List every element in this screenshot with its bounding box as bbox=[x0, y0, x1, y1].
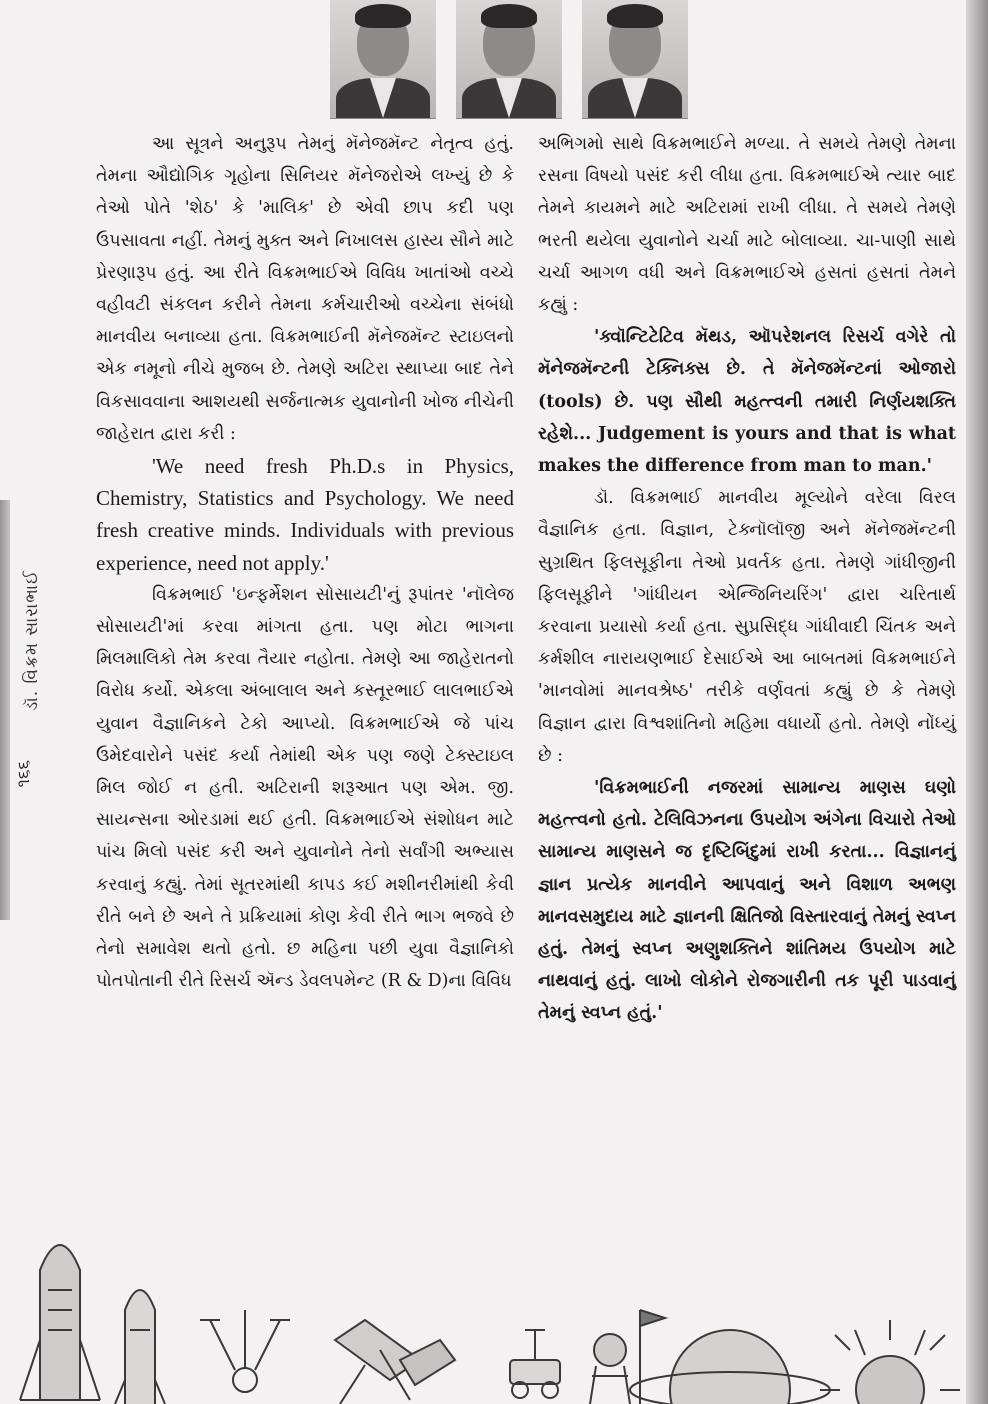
space-shuttle-icon bbox=[20, 1245, 100, 1400]
space-illustration-border bbox=[0, 1200, 988, 1404]
right-quote-1: 'ક્વૉન્ટિટેટિવ મૅથડ, ઑપરેશનલ રિસર્ચ વગેરે તો મૅનેજમૅન્ટની ટેક્નિક્સ છે. તે મૅનેજમૅન્ટનાં ઓજારો (tools) છે. પણ સૌથી મહત્ત્વની તમારી નિર્ણયશક્તિ રહેશે... Judgement is yours and that is what makes the difference from man to man.' bbox=[538, 327, 956, 477]
right-paragraph-3: ડૉ. વિક્રમભાઈ માનવીય મૂલ્યોને વરેલા વિરલ વૈજ્ઞાનિક હતા. વિજ્ઞાન, ટેક્નૉલૉજી અને મૅનેજમૅન્ટની સુગ્રથિત ફિલસૂફીના તેઓ પ્રવર્તક હતા. તેમણે ગાંધીજીની ફિલસૂફીને 'ગાંધીયન એન્જિનિયરિંગ' દ્વારા ચરિતાર્થ કરવાના પ્રયાસો કર્યા હતા. સુપ્રસિદ્ધ ગાંધીવાદી ચિંતક અને કર્મશીલ નારાયણભાઈ દેસાઈએ આ બાબતમાં વિક્રમભાઈને 'માનવોમાં માનવશ્રેષ્ઠ' તરીકે વર્ણવતાં કહ્યું છે કે તેમણે વિજ્ઞાન દ્વારા વિશ્વશાંતિનો મહિમા વધાર્યો હતો. તેમણે નોંધ્યું છે : bbox=[538, 488, 956, 766]
right-column bbox=[538, 128, 956, 1030]
running-title: ડૉ. વિક્રમ સારાભાઈ bbox=[22, 569, 42, 711]
page-edge-shadow bbox=[966, 0, 988, 1404]
page-number: ૧૬૬ bbox=[14, 760, 34, 788]
probe-icon bbox=[200, 1310, 290, 1392]
rover-icon bbox=[510, 1330, 560, 1398]
side-decoration bbox=[0, 500, 10, 920]
right-quote-2: 'વિક્રમભાઈની નજરમાં સામાન્ય માણસ ઘણો મહત્ત્વનો હતો. ટેલિવિઝનના ઉપયોગ અંગેના વિચારો તેઓ સામાન્ય માણસને જ દૃષ્ટિબિંદુમાં રાખી કરતા... વિજ્ઞાનનું જ્ઞાન પ્રત્યેક માનવીને આપવાનું અને વિશાળ અભણ માનવસમુદાય માટે જ્ઞાનની ક્ષિતિજો વિસ્તારવાનું તેમનું સ્વપ્ન હતું. તેમનું સ્વપ્ન અણુશક્તિને શાંતિમય ઉપયોગ માટે નાથવાનું હતું. લાખો લોકોને રોજગારીની તક પૂરી પાડવાનું તેમનું સ્વપ્ન હતું.' bbox=[538, 778, 956, 1024]
astronaut-icon bbox=[590, 1310, 665, 1404]
right-paragraph-1: અભિગમો સાથે વિક્રમભાઈને મળ્યા. તે સમયે તેમણે તેમના રસના વિષયો પસંદ કરી લીધા હતા. વિક્રમભાઈએ ત્યાર બાદ તેમને કાયમને માટે અટિરામાં રાખી લીધા. તે સમયે તેમણે ભરતી થયેલા યુવાનોને ચર્ચા માટે બોલાવ્યા. ચા-પાણી સાથે ચર્ચા આગળ વધી અને વિક્રમભાઈએ હસતાં હસતાં તેમને કહ્યું : bbox=[538, 134, 956, 316]
left-column bbox=[96, 128, 514, 997]
portrait-photo-2 bbox=[456, 0, 562, 119]
left-paragraph-3: વિક્રમભાઈ 'ઇન્ફર્મેશન સોસાયટી'નું રૂપાંતર 'નૉલેજ સોસાયટી'માં કરવા માંગતા હતા. પણ મોટા ભાગના મિલમાલિકો તેમ કરવા તૈયાર નહોતા. તેમણે આ જાહેરાતનો વિરોધ કર્યો. એકલા અંબાલાલ અને કસ્તૂરભાઈ લાલભાઈએ યુવાન વૈજ્ઞાનિકને ટેકો આપ્યો. વિક્રમભાઈએ જે પાંચ ઉમેદવારોને પસંદ કર્યા તેમાંથી એક પણ જણે ટેક્સ્ટાઇલ મિલ જોઈ ન હતી. અટિરાની શરૂઆત પણ એમ. જી. સાયન્સના ઓરડામાં થઈ હતી. વિક્રમભાઈએ સંશોધન માટે પાંચ મિલો પસંદ કરી અને યુવાનોને તેનો સર્વાંગી અભ્યાસ કરવાનું કહ્યું. તેમાં સૂતરમાંથી કાપડ કઈ મશીનરીમાંથી કેવી રીતે બને છે અને તે પ્રક્રિયામાં કોણ કેવી રીતે ભાગ ભજવે છે તેનો સમાવેશ થતો હતો. છ મહિના પછી યુવા વૈજ્ઞાનિકો પોતપોતાની રીતે રિસર્ચ ઍન્ડ ડેવલપમેન્ટ (R & D)ના વિવિધ bbox=[96, 584, 514, 992]
rocket-icon bbox=[115, 1290, 165, 1404]
portrait-photo-1 bbox=[330, 0, 436, 119]
left-quote-english: 'We need fresh Ph.D.s in Physics, Chemistry, Statistics and Psychology. We need fresh creative minds. Individuals with previous experience, need not apply.' bbox=[96, 454, 514, 575]
planet-icon bbox=[630, 1330, 830, 1404]
satellite-icon bbox=[335, 1320, 455, 1404]
left-paragraph-1: આ સૂત્રને અનુરૂપ તેમનું મૅનેજમૅન્ટ નેતૃત્વ હતું. તેમના ઔદ્યોગિક ગૃહોના સિનિયર મૅનેજરોએ લખ્યું છે કે તેઓ પોતે 'શેઠ' કે 'માલિક' છે એવી છાપ કદી પણ ઉપસાવતા નહીં. તેમનું મુક્ત અને નિખાલસ હાસ્ય સૌને માટે પ્રેરણારૂપ હતું. આ રીતે વિક્રમભાઈએ વિવિધ ખાતાંઓ વચ્ચે વહીવટી સંકલન કરીને તેમના કર્મચારીઓ વચ્ચેના સંબંધો માનવીય બનાવ્યા હતા. વિક્રમભાઈની મૅનેજમૅન્ટ સ્ટાઇલનો એક નમૂનો નીચે મુજબ છે. તેમણે અટિરા સ્થાપ્યા બાદ તેને વિકસાવવાના આશયથી સર્જનાત્મક યુવાનોની ખોજ નીચેની જાહેરાત દ્વારા કરી : bbox=[96, 134, 514, 444]
portrait-photo-3 bbox=[582, 0, 688, 119]
sun-icon bbox=[820, 1320, 960, 1404]
portrait-strip bbox=[330, 0, 688, 118]
